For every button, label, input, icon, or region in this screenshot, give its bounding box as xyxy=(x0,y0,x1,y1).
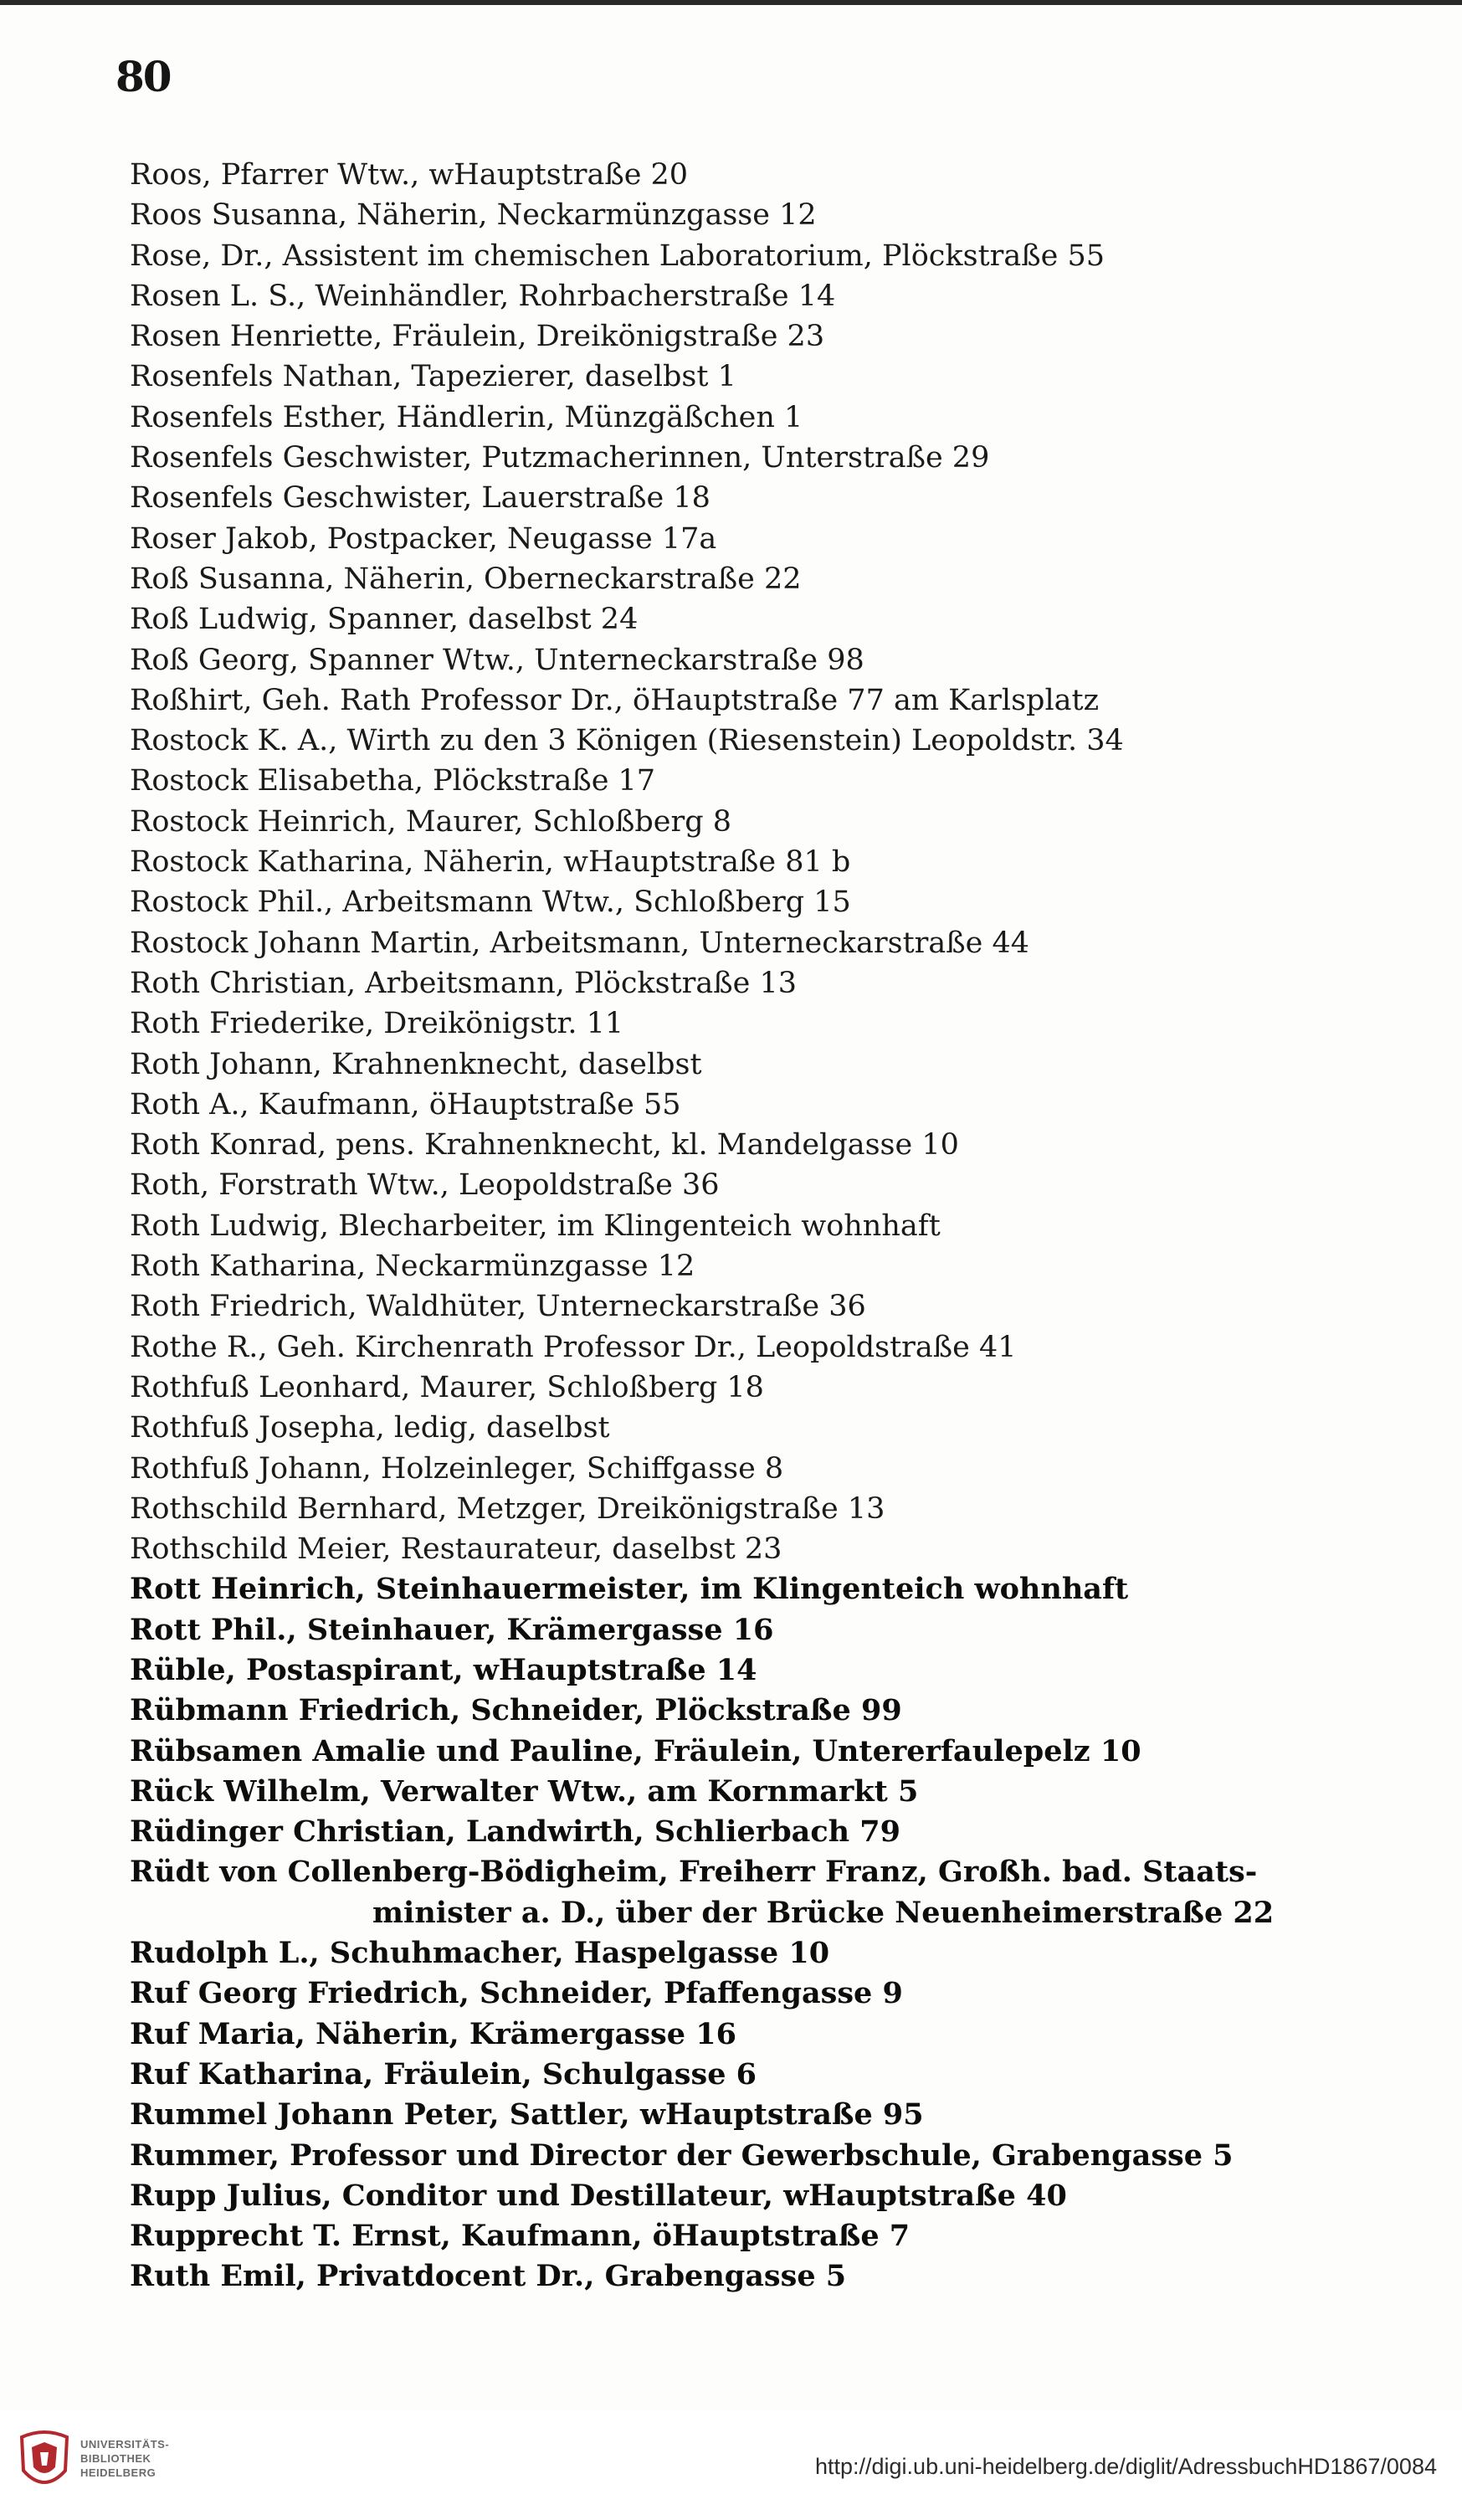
directory-entry: Rott Heinrich, Steinhauermeister, im Klingenteich wohnhaft xyxy=(130,1572,1129,1607)
directory-entry: Roß Ludwig, Spanner, daselbst 24 xyxy=(130,603,639,637)
directory-entry: Roßhirt, Geh. Rath Professor Dr., öHauptstraße 77 am Karlsplatz xyxy=(130,683,1100,717)
directory-entry: Roth Ludwig, Blecharbeiter, im Klingenteich wohnhaft xyxy=(130,1209,941,1243)
directory-entry: Rostock Johann Martin, Arbeitsmann, Unterneckarstraße 44 xyxy=(130,926,1029,960)
directory-entry: Rosen L. S., Weinhändler, Rohrbacherstraße 14 xyxy=(130,279,836,313)
directory-entry: Rück Wilhelm, Verwalter Wtw., am Kornmarkt 5 xyxy=(130,1773,919,1809)
directory-entry: Rüdinger Christian, Landwirth, Schlierbach 79 xyxy=(130,1814,901,1850)
directory-entry: Roos, Pfarrer Wtw., wHauptstraße 20 xyxy=(130,158,689,192)
scan-top-edge xyxy=(0,0,1462,5)
directory-entry: Roß Georg, Spanner Wtw., Unterneckarstraße 98 xyxy=(130,643,864,677)
directory-entry: Rott Phil., Steinhauer, Krämergasse 16 xyxy=(130,1612,774,1647)
directory-entry: Rothschild Meier, Restaurateur, daselbst 23 xyxy=(130,1532,782,1567)
directory-entry: Roth Johann, Krahnenknecht, daselbst xyxy=(130,1047,702,1081)
directory-entry: Rosen Henriette, Fräulein, Dreikönigstraße 23 xyxy=(130,320,825,354)
directory-entry: Roß Susanna, Näherin, Oberneckarstraße 22 xyxy=(130,562,802,596)
directory-entry: Rothfuß Leonhard, Maurer, Schloßberg 18 xyxy=(130,1370,764,1404)
directory-entry: Roth Katharina, Neckarmünzgasse 12 xyxy=(130,1250,695,1284)
directory-entry: Roos Susanna, Näherin, Neckarmünzgasse 12 xyxy=(130,198,817,233)
directory-entry: Rosenfels Nathan, Tapezierer, daselbst 1 xyxy=(130,360,736,394)
library-logo[interactable] xyxy=(15,2429,182,2496)
directory-entry: Rostock Katharina, Näherin, wHauptstraße 81 b xyxy=(130,845,851,880)
directory-entry: Rüdt von Collenberg-Bödigheim, Freiherr Franz, Großh. bad. Staats- xyxy=(130,1855,1258,1890)
directory-entry: Roser Jakob, Postpacker, Neugasse 17a xyxy=(130,521,717,556)
directory-entry: Rothfuß Johann, Holzeinleger, Schiffgasse 8 xyxy=(130,1451,784,1486)
library-logo-text xyxy=(80,2437,169,2480)
directory-entry: Roth Friederike, Dreikönigstr. 11 xyxy=(130,1007,624,1041)
directory-entry: Rostock Phil., Arbeitsmann Wtw., Schloßberg 15 xyxy=(130,885,851,920)
logo-line: HEIDELBERG xyxy=(80,2466,156,2479)
directory-entry: Roth, Forstrath Wtw., Leopoldstraße 36 xyxy=(130,1168,720,1203)
directory-entry: Rosenfels Geschwister, Putzmacherinnen, Unterstraße 29 xyxy=(130,441,990,475)
page-footer xyxy=(0,2410,1462,2520)
page-number: 80 xyxy=(115,52,171,101)
address-directory-list xyxy=(130,155,1352,2297)
directory-entry: Rupp Julius, Conditor und Destillateur, wHauptstraße 40 xyxy=(130,2178,1067,2213)
directory-entry: Rummel Johann Peter, Sattler, wHauptstraße 95 xyxy=(130,2097,924,2133)
directory-entry: Rosenfels Geschwister, Lauerstraße 18 xyxy=(130,481,710,516)
directory-entry: Ruf Maria, Näherin, Krämergasse 16 xyxy=(130,2016,736,2051)
directory-entry: Rothschild Bernhard, Metzger, Dreikönigstraße 13 xyxy=(130,1491,885,1526)
directory-entry: Rummer, Professor und Director der Gewerbschule, Grabengasse 5 xyxy=(130,2138,1234,2173)
directory-entry-continuation: minister a. D., über der Brücke Neuenheimerstraße 22 xyxy=(372,1895,1275,1930)
logo-line: BIBLIOTHEK xyxy=(80,2452,151,2465)
directory-entry: Ruf Katharina, Fräulein, Schulgasse 6 xyxy=(130,2056,757,2091)
directory-entry: Rübmann Friedrich, Schneider, Plöckstraße 99 xyxy=(130,1693,902,1728)
directory-entry: Rosenfels Esther, Händlerin, Münzgäßchen 1 xyxy=(130,400,803,434)
directory-entry: Rudolph L., Schuhmacher, Haspelgasse 10 xyxy=(130,1936,830,1971)
university-seal-icon xyxy=(15,2429,74,2492)
directory-entry: Roth Friedrich, Waldhüter, Unterneckarstraße 36 xyxy=(130,1290,866,1324)
directory-entry: Roth Christian, Arbeitsmann, Plöckstraße 13 xyxy=(130,966,798,1000)
directory-entry: Ruth Emil, Privatdocent Dr., Grabengasse 5 xyxy=(130,2259,847,2294)
directory-entry: Rostock Elisabetha, Plöckstraße 17 xyxy=(130,764,656,798)
directory-entry: Roth Konrad, pens. Krahnenknecht, kl. Mandelgasse 10 xyxy=(130,1128,959,1162)
directory-entry: Rothfuß Josepha, ledig, daselbst xyxy=(130,1411,610,1445)
directory-entry: Rüble, Postaspirant, wHauptstraße 14 xyxy=(130,1652,757,1687)
directory-entry: Rothe R., Geh. Kirchenrath Professor Dr., Leopoldstraße 41 xyxy=(130,1330,1017,1364)
logo-line: UNIVERSITÄTS- xyxy=(80,2438,170,2451)
directory-entry: Rose, Dr., Assistent im chemischen Laboratorium, Plöckstraße 55 xyxy=(130,239,1105,273)
directory-entry: Rostock K. A., Wirth zu den 3 Königen (Riesenstein) Leopoldstr. 34 xyxy=(130,724,1124,758)
directory-entry: Ruf Georg Friedrich, Schneider, Pfaffengasse 9 xyxy=(130,1976,903,2011)
directory-entry: Rupprecht T. Ernst, Kaufmann, öHauptstraße 7 xyxy=(130,2219,911,2254)
source-url-link[interactable]: http://digi.ub.uni-heidelberg.de/diglit/AdressbuchHD1867/0084 xyxy=(814,2454,1437,2479)
directory-entry: Roth A., Kaufmann, öHauptstraße 55 xyxy=(130,1087,681,1121)
directory-entry: Rübsamen Amalie und Pauline, Fräulein, Untererfaulepelz 10 xyxy=(130,1733,1141,1768)
directory-entry: Rostock Heinrich, Maurer, Schloßberg 8 xyxy=(130,804,731,839)
